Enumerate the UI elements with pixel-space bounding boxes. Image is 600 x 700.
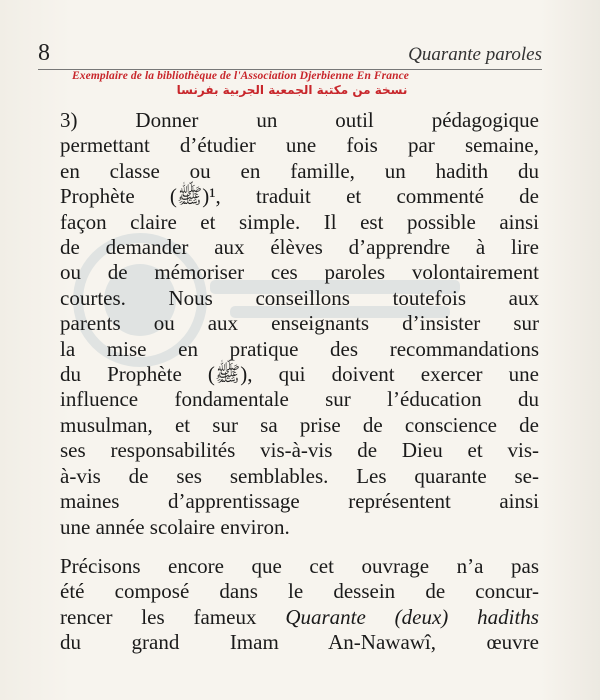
page-header <box>38 40 542 70</box>
text-line: du grand Imam An-Nawawî, œuvre <box>60 630 539 655</box>
text-line: en classe ou en famille, un hadith du <box>60 158 539 183</box>
text-line: maines d’apprentissage représentent ainsi <box>60 489 539 514</box>
text-line: permettant d’étudier une fois par semaine, <box>60 133 539 158</box>
text-line: influence fondamentale sur l’éducation du <box>60 387 539 412</box>
page-number: 8 <box>38 40 50 66</box>
text-line: courtes. Nous conseillons toutefois aux <box>60 285 539 310</box>
book-title-italic: Quarante (deux) hadiths <box>285 604 539 629</box>
text-line: ses responsabilités vis-à-vis de Dieu et vis- <box>60 438 539 463</box>
library-stamp-french: Exemplaire de la bibliothèque de l'Association Djerbienne En France <box>72 70 410 82</box>
paragraph-2 <box>60 554 539 656</box>
paragraph-1 <box>60 108 539 540</box>
text-line: Précisons encore que cet ouvrage n’a pas <box>60 553 539 578</box>
text-line: façon claire et simple. Il est possible ainsi <box>60 209 539 234</box>
text-run: rencer les fameux <box>60 604 286 629</box>
text-line: du Prophète (ﷺ), qui doivent exercer une <box>60 362 539 387</box>
body-text <box>60 108 539 656</box>
text-line: ou de mémoriser ces paroles volontairement <box>60 260 539 285</box>
text-line: à-vis de ses semblables. Les quarante se- <box>60 463 539 488</box>
text-line-mixed <box>60 605 539 630</box>
text-line: parents ou aux enseignants d’insister sur <box>60 311 539 336</box>
text-line: musulman, et sur sa prise de conscience de <box>60 412 539 437</box>
text-line: 3) Donner un outil pédagogique <box>60 108 539 132</box>
text-line: la mise en pratique des recommandations <box>60 336 539 361</box>
text-line: de demander aux élèves d’apprendre à lire <box>60 235 539 260</box>
text-line: Prophète (ﷺ)¹, traduit et commenté de <box>60 184 539 209</box>
text-line-last: une année scolaire environ. <box>60 514 290 539</box>
text-line: été composé dans le dessein de concur- <box>60 579 539 604</box>
library-stamp-arabic: نسخة من مكتبة الجمعية الجربية بفرنسا <box>176 83 408 97</box>
running-title: Quarante paroles <box>408 44 542 65</box>
